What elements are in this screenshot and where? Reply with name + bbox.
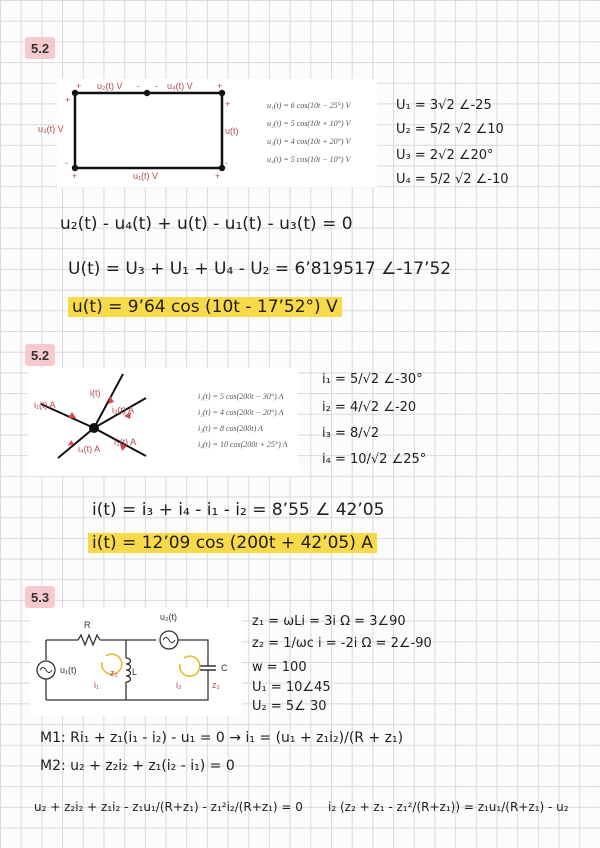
- equation: u₁(t) = 6 cos(10t − 25°) V: [267, 101, 351, 110]
- label-u4: u₄(t) V: [167, 81, 193, 91]
- equation: i₃(t) = 8 cos(200t) A: [198, 424, 263, 433]
- phasor-u2: U₂ = 5/2 √2 ∠10: [396, 122, 504, 137]
- section-tag: 5.3: [25, 586, 55, 608]
- equation: u₂(t) = 5 cos(10t + 10°) V: [267, 119, 351, 128]
- label-i4: i₄(t) A: [78, 444, 101, 454]
- label-i1: i₁(t) A: [34, 400, 56, 410]
- equation: i₂(t) = 4 cos(200t − 20°) A: [198, 408, 284, 417]
- mesh-equation-1: M1: Ri₁ + z₁(i₁ - i₂) - u₁ = 0 → i₁ = (u₁ + z₁i₂)/(R + z₁): [40, 730, 404, 746]
- kvl-equation: u₂(t) - u₄(t) + u(t) - u₁(t) - u₃(t) = 0: [60, 214, 353, 234]
- label-l: L: [132, 667, 138, 677]
- sign: +: [217, 81, 223, 91]
- sign: -: [65, 158, 68, 168]
- phasor-i3: i₃ = 8/√2: [322, 426, 380, 441]
- label-z1: z₁: [110, 668, 118, 678]
- label-i: i(t): [90, 388, 101, 398]
- label-u2: u₂(t) V: [97, 81, 123, 91]
- label-c: C: [221, 663, 228, 673]
- sign: +: [225, 99, 231, 109]
- label-u1: u₁(t) V: [133, 171, 159, 181]
- mesh-equation-2: M2: u₂ + z₂i₂ + z₁(i₂ - i₁) = 0: [40, 758, 235, 774]
- circuit-figure-1: [38, 79, 377, 187]
- sign: +: [65, 95, 71, 105]
- label-z2: z₂: [212, 680, 220, 690]
- sign: -: [225, 158, 228, 168]
- param-z1: z₁ = ωLi = 3i Ω = 3∠90: [252, 614, 406, 629]
- label-i2: i₂: [176, 680, 182, 690]
- equation: i₁(t) = 5 cos(200t − 30°) A: [198, 392, 284, 401]
- label-i2: i₂(t) A: [112, 405, 134, 415]
- sign: -: [137, 81, 140, 91]
- label-u3: u₃(t) V: [38, 124, 64, 134]
- highlight: u(t) = 9’64 cos (10t - 17’52°) V: [68, 297, 342, 317]
- sign: +: [72, 171, 78, 181]
- sign: +: [76, 81, 82, 91]
- label-source-u1: u₁(t): [60, 665, 77, 675]
- sign: +: [215, 171, 221, 181]
- substitution-left: u₂ + z₂i₂ + z₁i₂ - z₁u₁/(R+z₁) - z₁²i₂/(R+z₁) = 0: [34, 800, 303, 814]
- sign: -: [155, 81, 158, 91]
- label-i1: i₁: [94, 680, 100, 690]
- circuit-figure-3: [30, 608, 242, 716]
- phasor-u3: U₃ = 2√2 ∠20°: [396, 148, 494, 163]
- label-u: u(t): [225, 126, 239, 136]
- label-r: R: [84, 620, 91, 630]
- section-tag: 5.2: [25, 37, 55, 59]
- phasor-sum: U(t) = U₃ + U₁ + U₄ - U₂ = 6’819517 ∠-17’52: [68, 259, 452, 279]
- substitution-right: i₂ (z₂ + z₁ - z₁²/(R+z₁)) = z₁u₁/(R+z₁) - u₂: [328, 800, 569, 814]
- label-source-u2: u₂(t): [160, 612, 177, 622]
- param-z2: z₂ = 1/ωc i = -2i Ω = 2∠-90: [252, 636, 432, 651]
- final-answer-1: [68, 297, 342, 317]
- equation: u₄(t) = 5 cos(10t − 10°) V: [267, 155, 351, 164]
- section-tag: 5.2: [25, 344, 55, 366]
- label-i3: i₃(t) A: [114, 437, 137, 447]
- phasor-i4: i₄ = 10/√2 ∠25°: [322, 452, 427, 467]
- node-diagram: [28, 368, 298, 476]
- phasor-u4: U₄ = 5/2 √2 ∠-10: [396, 172, 509, 187]
- equation: u₃(t) = 4 cos(10t + 20°) V: [267, 137, 351, 146]
- param-u2: U₂ = 5∠ 30: [252, 699, 327, 714]
- current-figure-2: [28, 368, 298, 476]
- phasor-u1: U₁ = 3√2 ∠-25: [396, 98, 492, 113]
- rlc-circuit: [30, 608, 242, 716]
- phasor-i2: i₂ = 4/√2 ∠-20: [322, 400, 417, 415]
- current-sum: i(t) = i₃ + i₄ - i₁ - i₂ = 8’55 ∠ 42’05: [92, 500, 385, 520]
- final-answer-2: [88, 533, 377, 553]
- param-w: w = 100: [252, 660, 307, 675]
- highlight: i(t) = 12’09 cos (200t + 42’05) A: [88, 533, 377, 553]
- phasor-i1: i₁ = 5/√2 ∠-30°: [322, 372, 423, 387]
- param-u1: U₁ = 10∠45: [252, 680, 331, 695]
- equation: i₄(t) = 10 cos(200t + 25°) A: [198, 440, 288, 449]
